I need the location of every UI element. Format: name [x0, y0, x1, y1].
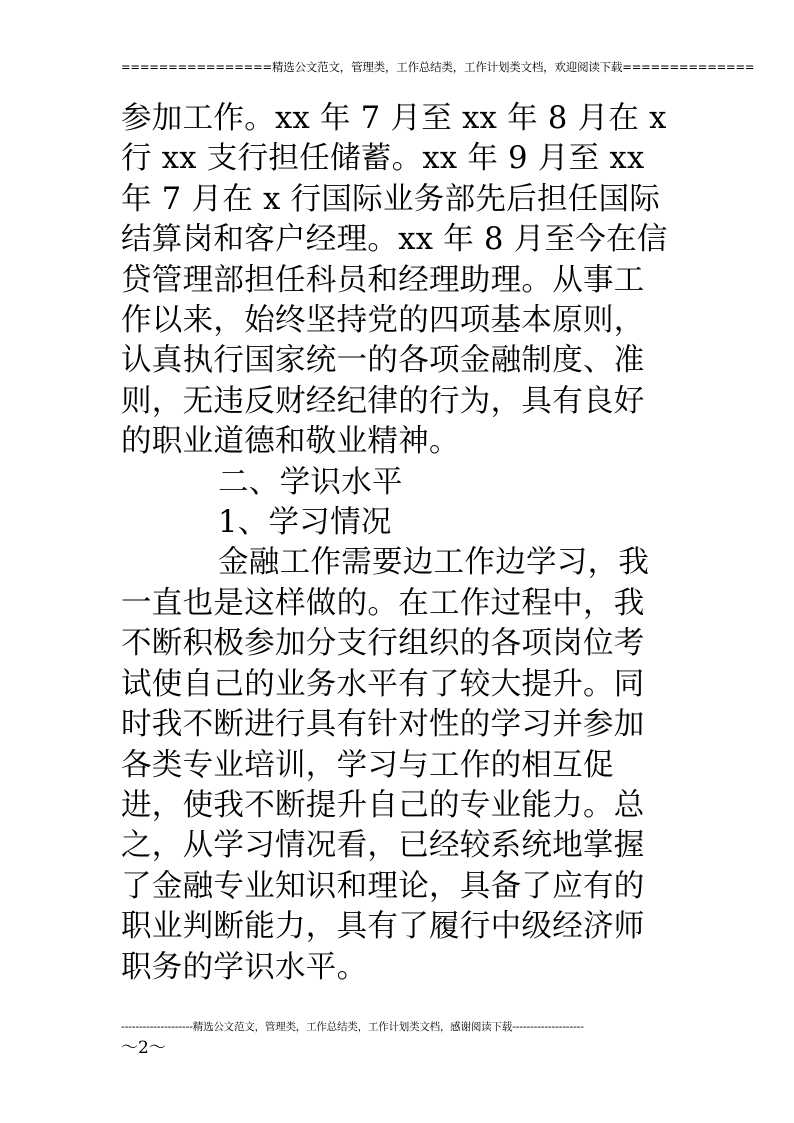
- page-footer: --------------------精选公文范文，管理类，工作总结类，工作计划类文档，感谢阅读下载--------------------: [121, 1021, 584, 1033]
- section-heading-knowledge: 二、学识水平: [218, 464, 403, 500]
- paragraph-study-situation: 金融工作需要边工作边学习，我一直也是这样做的。在工作过程中，我不断积极参加分支行组织的各项岗位考试使自己的业务水平有了较大提升。同时我不断进行具有针对性的学习并参加各类专业培训，学习与工作的相互促进，使我不断提升自己的专业能力。总之，从学习情况看，已经较系统地掌握了金融专业知识和理论，具备了应有的职业判断能力，具有了履行中级经济师职务的学识水平。: [121, 545, 650, 985]
- paragraph-work-history: 参加工作。xx 年 7 月至 xx 年 8 月在 x 行 xx 支行担任储蓄。xx 年 9 月至 xx 年 7 月在 x 行国际业务部先后担任国际结算岗和客户经理。xx 年 8 月至今在信贷管理部担任科员和经理助理。从事工作以来，始终坚持党的四项基本原则，认真执行国家统一的各项金融制度、准则，无违反财经纪律的行为，具有良好的职业道德和敬业精神。: [121, 101, 668, 460]
- subsection-heading-study: 1、学习情况: [218, 505, 392, 541]
- page-header: ================精选公文范文，管理类，工作总结类，工作计划类文档，欢迎阅读下载==============: [121, 60, 755, 74]
- page-number: ～2～: [121, 1038, 166, 1058]
- document-body: [121, 99, 674, 988]
